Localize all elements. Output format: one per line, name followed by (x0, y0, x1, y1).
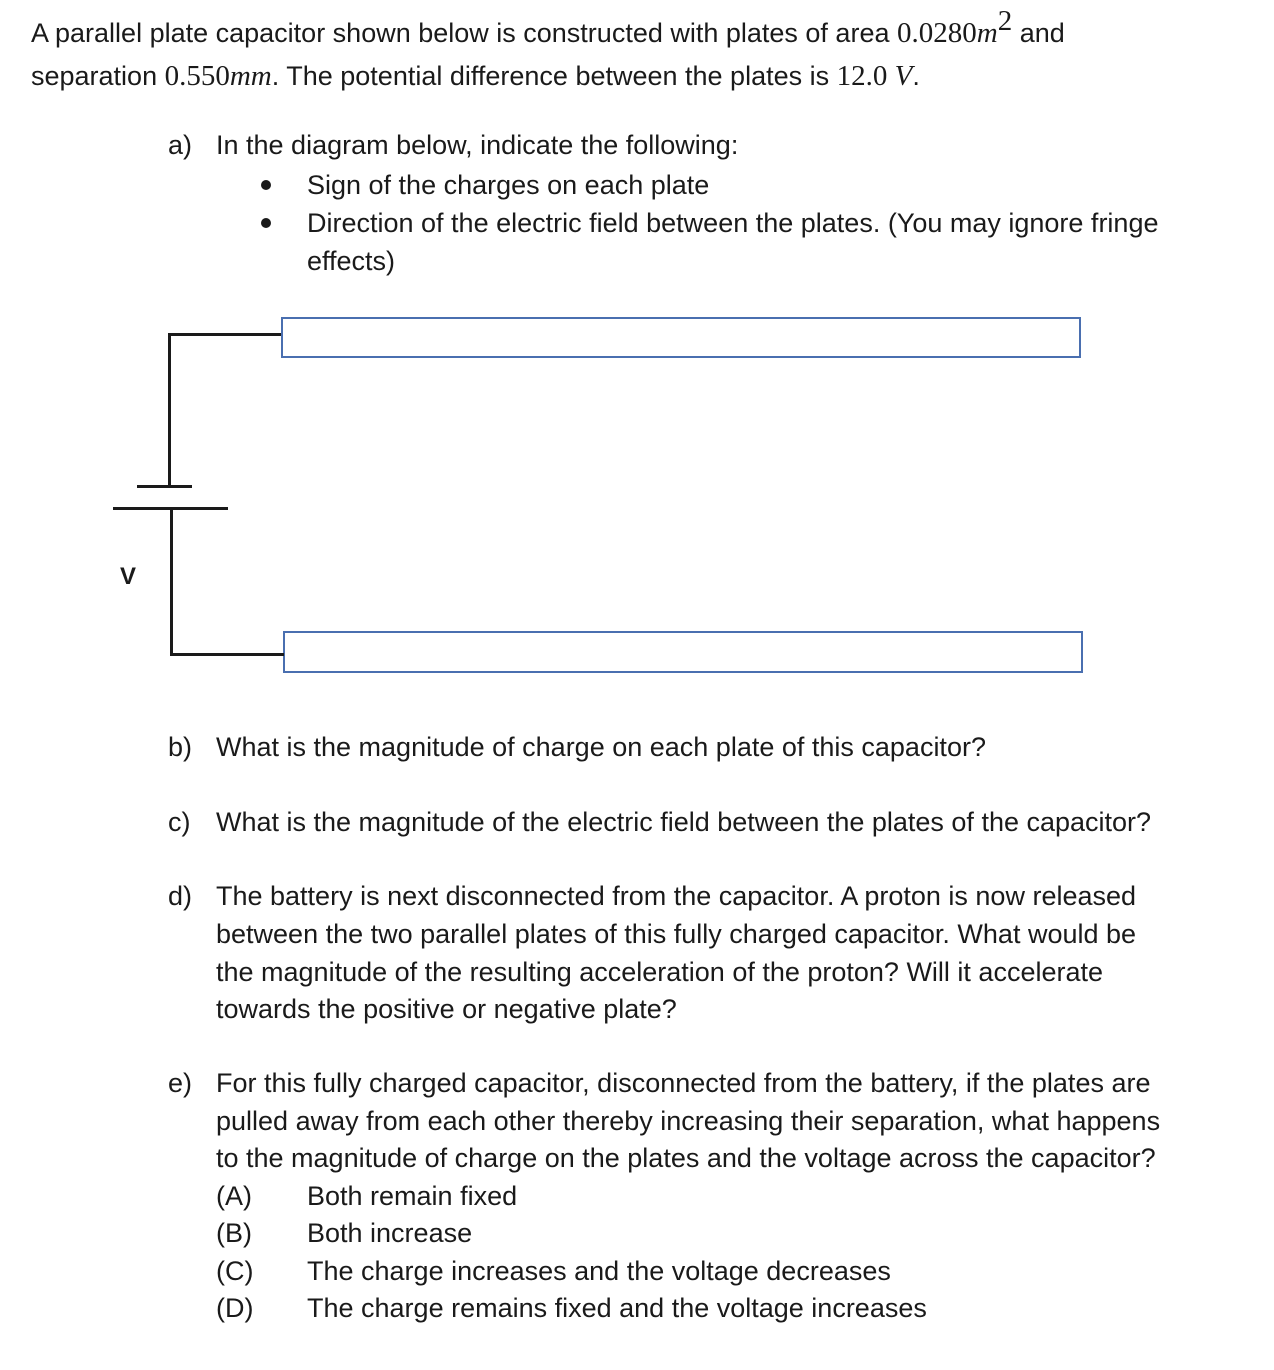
top-wire-vertical (168, 333, 171, 485)
voltage-unit: V (894, 60, 913, 92)
part-c-label: c) (168, 807, 191, 837)
separation-value: 0.550 (164, 60, 230, 92)
choice-a-text: Both remain fixed (307, 1181, 518, 1211)
choice-c-letter: (C) (216, 1256, 254, 1286)
intro-text-mid: . The potential difference between the plates is (271, 61, 837, 91)
choice-c-text: The charge increases and the voltage decreases (307, 1256, 891, 1286)
part-d-line-4: towards the positive or negative plate? (216, 994, 677, 1024)
part-a-text: In the diagram below, indicate the following: (216, 130, 739, 160)
part-e-line-2: pulled away from each other thereby increasing their separation, what happens (216, 1106, 1161, 1136)
choice-b-letter: (B) (216, 1218, 252, 1248)
part-e-line-3: to the magnitude of charge on the plates and the voltage across the capacitor? (216, 1143, 1156, 1173)
separation-unit: mm (229, 60, 272, 92)
choice-d-letter: (D) (216, 1293, 254, 1323)
intro-line-1 (31, 5, 1065, 52)
battery-voltage-label: V (120, 563, 137, 590)
part-d-line-2: between the two parallel plates of this fully charged capacitor. What would be (216, 919, 1137, 949)
intro-text: A parallel plate capacitor shown below is constructed with plates of area (31, 18, 897, 48)
intro-text: separation (31, 61, 165, 91)
part-d-line-3: the magnitude of the resulting acceleration of the proton? Will it accelerate (216, 957, 1104, 987)
area-unit: m (976, 17, 998, 49)
part-e-line-1: For this fully charged capacitor, disconnected from the battery, if the plates are (216, 1068, 1151, 1098)
bottom-wire-vertical (170, 508, 173, 656)
part-b-label: b) (168, 732, 193, 762)
part-d-line-1: The battery is next disconnected from the capacitor. A proton is now released (216, 881, 1137, 911)
bullet-dot (261, 218, 271, 228)
choice-b-text: Both increase (307, 1218, 473, 1248)
choice-d-text: The charge remains fixed and the voltage increases (307, 1293, 927, 1323)
intro-line-2 (31, 57, 920, 95)
bottom-wire-horizontal (170, 653, 284, 656)
bullet-dot (261, 180, 271, 190)
battery-short-plate (137, 485, 192, 488)
area-value: 0.0280 (896, 17, 977, 49)
top-plate (281, 317, 1081, 358)
part-a-bullet-2-cont: effects) (307, 246, 396, 276)
part-a-bullet-2: Direction of the electric field between the plates. (You may ignore fringe (307, 208, 1159, 238)
part-c-text: What is the magnitude of the electric field between the plates of the capacitor? (216, 807, 1152, 837)
choice-a-letter: (A) (216, 1181, 252, 1211)
part-e-label: e) (168, 1068, 193, 1098)
voltage-value: 12.0 (836, 60, 895, 92)
part-d-label: d) (168, 881, 193, 911)
part-a-bullet-1: Sign of the charges on each plate (307, 170, 710, 200)
intro-text-end: . (912, 61, 920, 91)
part-a-label: a) (168, 130, 193, 160)
bottom-plate (283, 631, 1083, 673)
top-wire-horizontal (168, 333, 281, 336)
intro-text-end: and (1012, 18, 1065, 48)
part-b-text: What is the magnitude of charge on each plate of this capacitor? (216, 732, 986, 762)
area-exponent: 2 (997, 5, 1013, 37)
